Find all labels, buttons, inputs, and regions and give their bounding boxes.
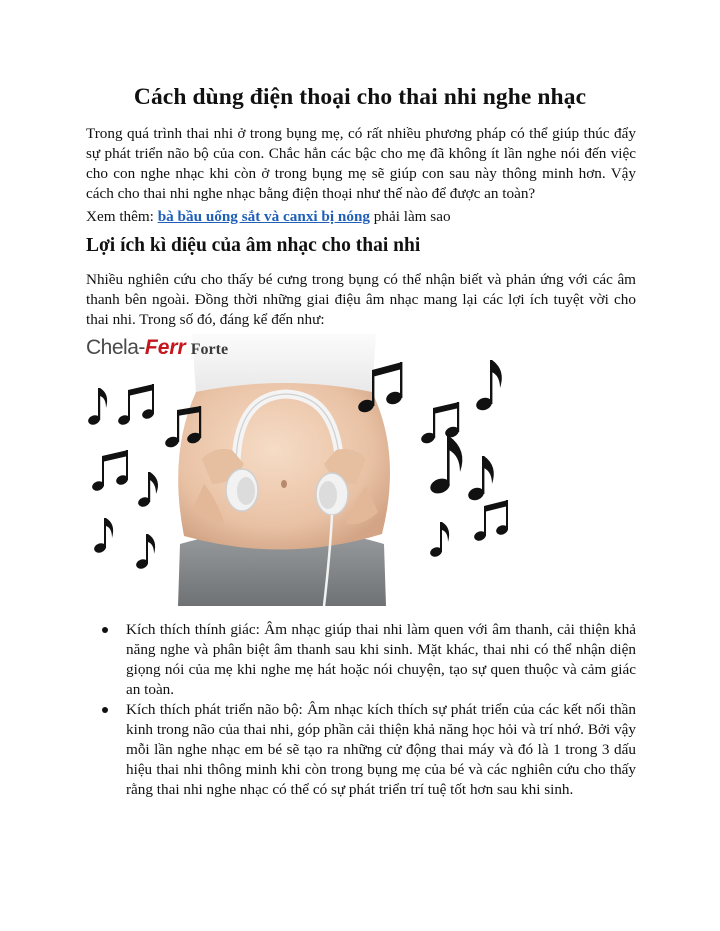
logo-text-forte: Forte — [190, 341, 229, 358]
section-heading: Lợi ích kì diệu của âm nhạc cho thai nhi — [86, 235, 421, 256]
see-also-suffix: phải làm sao — [369, 208, 451, 225]
list-item — [86, 620, 636, 700]
bullet-icon — [102, 627, 108, 633]
see-also-prefix: Xem thêm: — [86, 208, 158, 225]
logo-text-ferr: Ferr — [144, 336, 186, 359]
list-item — [86, 700, 636, 800]
list-item-text: Kích thích phát triển não bộ: Âm nhạc kích thích sự phát triển của các kết nối thần kinh trong não của thai nhi, góp phần cải thiện khả năng học hỏi và trí nhớ. Bởi vậy mỗi lần nghe nhạc em bé sẽ tạo ra những cử động thai máy và đó là 1 trong 3 dấu hiệu thai nhi thông minh khi còn trong bụng mẹ của bé và các nghiên cứu cho thấy rằng thai nhi nghe nhạc có thể có sự phát triển trí tuệ tốt hơn sau khi sinh. — [126, 701, 636, 798]
see-also-link[interactable]: bà bầu uống sắt và canxi bị nóng — [157, 208, 370, 225]
pregnant-belly-headphones-illustration — [84, 334, 520, 606]
chela-ferr-forte-logo — [86, 336, 228, 366]
page-title: Cách dùng điện thoại cho thai nhi nghe nhạc — [133, 84, 587, 110]
section-intro-paragraph: Nhiều nghiên cứu cho thấy bé cưng trong bụng có thể nhận biết và phản ứng với các âm thanh bên ngoài. Đồng thời những giai điệu âm nhạc mang lại các lợi ích tuyệt vời cho thai nhi. Trong số đó, đáng kể đến như: — [86, 271, 636, 328]
intro-paragraph: Trong quá trình thai nhi ở trong bụng mẹ, có rất nhiều phương pháp có thể giúp thúc đẩy sự phát triển não bộ của con. Chắc hẳn các bậc cho mẹ đã không ít lần nghe nói đến việc cho con nghe nhạc khi còn ở trong bụng mẹ sẽ giúp con sau này thông minh hơn. Vậy cách cho thai nhi nghe nhạc bằng điện thoại như thế nào để được an toàn? — [86, 125, 636, 202]
benefits-list — [86, 620, 636, 800]
bullet-icon — [102, 707, 108, 713]
see-also-paragraph — [86, 207, 636, 227]
list-item-text: Kích thích thính giác: Âm nhạc giúp thai nhi làm quen với âm thanh, cải thiện khả năng nghe và phân biệt âm thanh sau khi sinh. Mặt khác, thai nhi có thể nhận diện giọng nói của mẹ khi nghe mẹ hát hoặc nói chuyện, tạo sự quen thuộc và cảm giác an toàn. — [126, 621, 636, 698]
logo-text-chela: Chela- — [86, 336, 145, 359]
pregnancy-music-image — [84, 334, 520, 606]
